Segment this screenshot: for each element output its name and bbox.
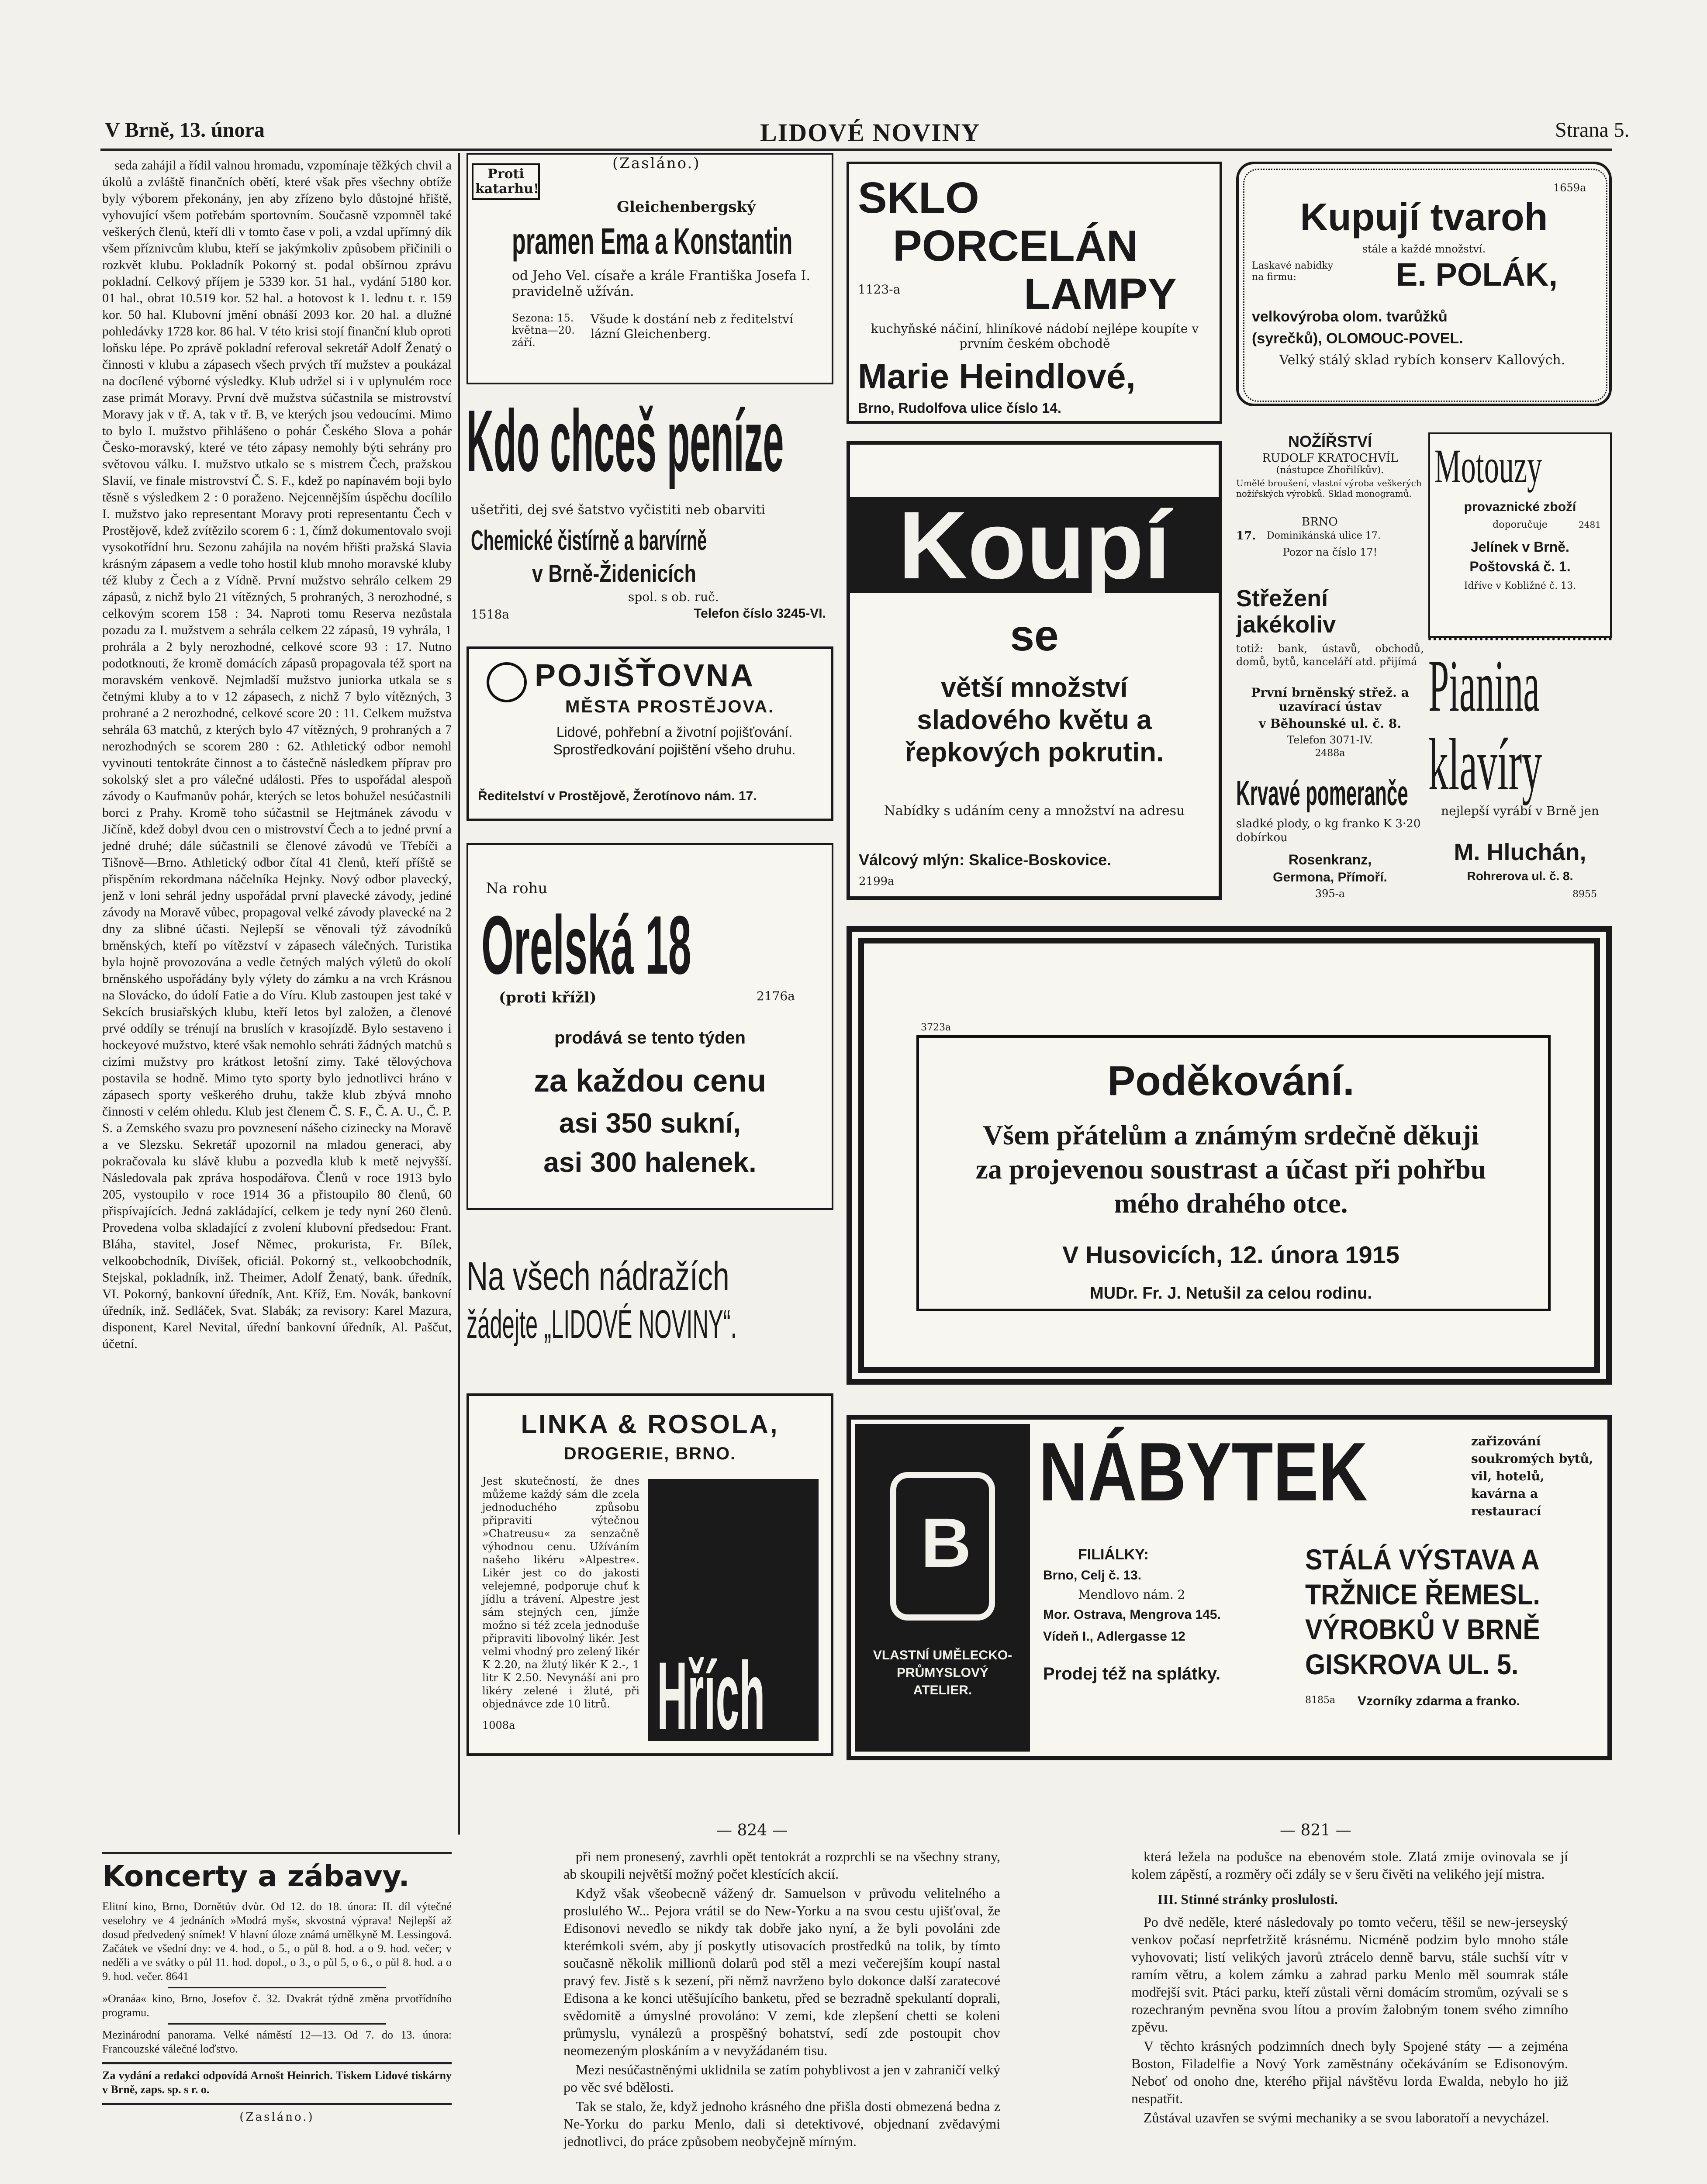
divider (102, 1852, 452, 1854)
kupuji-line2: (syrečků), OLOMOUC-POVEL. (1252, 330, 1463, 347)
penize-name: Chemické čistírně a barvírně (471, 525, 707, 556)
story-right-p1: která ležela na podušce na ebenovém stole. Zlatá zmije ovinovala se jí kolem zápěstí, a rozměry oči zdály se v šeru čivěti na velikého její mistra. (1131, 1849, 1568, 1882)
ad-podekovani (847, 926, 1612, 1385)
nabytek-side: zařizování soukromých bytů, vil, hotelů, kavárna a restaurací (1471, 1434, 1593, 1518)
nabytek-headline: NÁBYTEK (1039, 1426, 1368, 1518)
nabytek-num: 8185a (1305, 1695, 1336, 1706)
pomerance-headline: Krvavé pomeranče (1236, 774, 1408, 812)
ad-strezeni (1236, 585, 1424, 769)
column-rule (458, 153, 460, 1835)
nabytek-f1b: Mendlovo nám. 2 (1078, 1587, 1185, 1602)
kupuji-sub: stále a každé množství. (1362, 243, 1486, 255)
kupuji-line3: Velký stálý sklad rybích konserv Kallových. (1279, 352, 1565, 368)
strezeni-name: První brněnský střež. a uzavírací ústav (1251, 685, 1409, 714)
linka-text: Jest skutečností, že dnes můžeme každý sám dle zcela jednoduchého způsobu připraviti výtečnou »Chatreusu« za senzačně výhodnou cenu. Užíváním našeho likéru »Alpestre«. Likér jest co do jakosti velejemné, podporuje chuť k jídlu a trávení. Alpestre jest sám stejných cen, jímže možno si též zcela jednoduše připraviti libovolný likér. Jest velmi vhodný pro zelený likér K 2.20, na žlutý likér K 2.-, 1 litr K 2.50. Nevynáší ani pro likéry zelené i žluté, při objednávce zde 10 litrů. (482, 1475, 639, 1710)
story-right-column (1131, 1848, 1568, 2184)
penize-phone: Telefon číslo 3245-VI. (694, 606, 826, 621)
concert-oranaa-kino: »Oranáa« kino, Brno, Josefov č. 32. Dvakrát týdně změna prvotřídního programu. (102, 1992, 452, 2019)
motouzy-address: Poštovská č. 1. (1469, 559, 1571, 574)
motouzy-sub2: doporučuje (1493, 519, 1548, 530)
story-right-p3: V těchto krásných podzimních dnech byly Spojené státy — a zejména Boston, Filadelfie a Nový York zaměstnány očekáváním se Edisonovým. Neboť od onoho dne, kterého přijal návštěvu lorda Ewalda, nebylo ho již nespatřit. (1131, 2038, 1568, 2106)
pojistovna-footer: Ředitelství v Prostějově, Žerotínovo nám. 17. (478, 789, 757, 803)
orelska-top: Na rohu (486, 880, 548, 897)
story-left-p3: Mezi nesúčastněnými uklidnila se zatím pohyblivost a jen v zahraničí velký po věc své bdělosti. (563, 2062, 1000, 2095)
ad-chemicka-cistirna (466, 393, 833, 646)
ad-koupi-se (847, 441, 1222, 900)
story-left-column (563, 1848, 1000, 2184)
divider (102, 2062, 452, 2064)
pomerance-num: 395-a (1315, 888, 1345, 900)
gleichenberg-season: Sezona: 15. května—20. září. (512, 312, 575, 349)
sklo-line2: PORCELÁN (893, 221, 1138, 270)
sklo-line1: SKLO (858, 173, 979, 222)
linka-headline: Hřích (657, 1642, 765, 1749)
penize-text: ušetřiti, dej své šatstvo vyčistiti neb obarviti (471, 502, 765, 518)
pojistovna-text: Lidové, pohřební a životní pojišťování. Sprostředkování pojištění všeho druhu. (553, 724, 796, 757)
strezeni-address: v Běhounské ul. č. 8. (1258, 716, 1402, 731)
sklo-name: Marie Heindlové, (858, 357, 1136, 396)
orelska-line4: asi 300 halenek. (543, 1147, 757, 1178)
sport-article-text: seda zahájil a řídil valnou hromadu, vzpomínaje těžkých chvil a úkolů a zvláště finančních obětí, které však přes všechny obtíže byly výborem překonány, jen aby zřízeno bylo důstojné hřiště, vyhovující všem potřebám sportovním. Současně vzpomněl také veškerých členů, kteří dli v tomto čase v poli, a vzdal upřímný dík všem příznivcům klubu, kteří se jakýmkoliv způsobem přičinili o rozkvět klubu. Pokladník Pokorný st. podal obšírnou zprávu pokladní. Celkový příjem je 5339 kor. 51 hal., vydání 5180 kor. 01 hal., obrat 10.519 kor. 52 hal. a hotovost k 1. lednu t. r. 159 kor. 50 hal. Klubovní jmění obnáší 2093 kor. 20 hal. a dlužné pohledávky 1728 kor. 86 hal. V této krisi stojí finanční klub oproti loňsku lépe. Po zprávě pokladní referoval sekretář Adolf Ženatý o činnosti v klubu a zápasech všech prvých tří mužstev a poukázal na docílené výborné výsledky. Klub udržel si i v uplynulém roce zase primát Moravy. První dvě mužstva súčastnila se mistrovství Moravy jak v tř. A, tak v tř. B, ve kterých jsou vedoucími. Mimo to bylo I. mužstvo přihlášeno o pohár Českého Slova a pohár Česko-moravský, které ve této zápasy nemohly býti sehrány pro světovou válku. I. mužstvo utkalo se s mistrem Čech, pražskou Slavií, ve finale mistrovství Č. S. F., kdež po napínavém boji bylo těsně s výsledkem 2 : 0 poraženo. Nejcennějším úspěchu docílilo I. mužstvo jako representant Moravy proti representantu Čech v Prostějově, kdež zvítězilo scorem 6 : 1, čímž dokumentovalo svoji vysokotřídní hru. Sezonu zahájila na novém hřišti pražská Slavia krásným zápasem a vedle toho hostil klub mnoho moravské kluby též kluby z Čech a z Vídně. První mužstvo sehrálo celkem 29 zápasů, z nichž bylo 21 vítězných, 5 prohraných, 3 nerozhodné, s celkovým scorem 158 : 34. Naproti tomu Reserva nezůstala pozadu za I. mužstvem a sehrála celkem 22 zápasů, 19 vyhrála, 1 prohrála a 2 byly nerozhodné, celkové score 93 : 17. Nutno podotknouti, že kromě domácích zápasů propagovala též sport na moravském venkově. Nejmladší mužstvo juniorka utkala se s četnými kluby a to v 12 zápasech, z nichž 7 bylo vítězných, 3 prohrané a 2 nerozhodné, celkové score 20 : 11. Celkem mužstva sehrála 63 matchů, z kterých bylo 47 vítězných, 9 prohraných a 7 nerozhodných se scorem 280 : 62. Athletický odbor nemohl vyvinouti tentokráte činnost a to částečně následkem příprav pro sokolský slet a pro válečné události. Přes to uspořádal alespoň závody o Kaufmanův pohár, kterých se letos bohužel nesúčastnili borci z Prahy. Kromě toho súčastnil se Hejtmánek závodu v Jičíně, kdež dobyl dvou cen o mistrovství Čech a to jedné první a jedné druhé; dále súčastnili se členové závodů ve Třebíči a Tišnově—Brno. Athletický odbor čítal 41 členů, kteří příště se přispěním rekordmana náčelníka Hejnky. Nový odbor plavecký, jenž v loni sehrál jedny uspořádal první plavecké závody, jediné závody na Moravě vůbec, propagoval velké závody plavecké na 2 dny za slibné účasti. Nejlepší se věnovali týž závodníků brněnských, kteří po vítězství v zápasech válečných. Turistika byla hojně provozována a vedle četných malých výletů do okolí brněnského uspořádány byly výlety do zámku a na vrch Krásnou na Slovácko, do údolí Fatie a do Víru. Klub zastoupen jest také v Sekcích brusiařských klubu, kteří letos byl založen, a členové prvé oddíly se trénují na bruslích v krasojízdě. Bylo sestaveno i hockeyové mužstvo, které však nemohlo sehráti žádných matchů s cizími mužstvy pro krátkost letošní zimy. Také tělovýchova postavila se hodně. Mimo tyto sporty bylo jednotlivci hráno v zápasech sporty veškerého druhu, takže klub zbývá mnoho činnosti v celém ohledu. Klub jest členem Č. S. F., Č. A. U., Č. P. S. a Zemského svazu pro povznesení nášeho cizinecky na Moravě a ve Slezsku. Sekretář upozornil na mladou generaci, aby pokračovala ku slávě klubu a pozvedla klub k metě nejvyšší. Následovala pak zpráva hospodářova. Členů v roce 1913 bylo 205, vystoupilo v roce 1914 36 a přistoupilo 80 členů, 60 přispívajících. Jedná zakládající, celkem je tedy nyní 260 členů. Provedena volba skladající z zvolení klubovní předsedou: Frant. Bláha, stavitel, Josef Němec, prokurista, Fr. Bílek, velkoobchodník, Divíšek, oficiál. Pokorný st., velkoobchodník, Stejskal, pokladník, inž. Theimer, Adolf Ženatý, bank. úředník, VI. Pokorný, bankovní úředník, Ant. Kříž, Em. Novák, bankovní úředník, inž. Sedláček, Svat. Slabák; za revisory: Karel Mazura, disponent, Karel Nevital, úřední bankovní úředník, Al. Paščut, účetní. (102, 158, 452, 1351)
story-left-p1: při nem pronesený, zavrhli opět tentokrát a rozprchli se na všechny strany, ab skoupili největší možný počet klestících akcií. (563, 1849, 1000, 1882)
nozirstvi-city: BRNO (1302, 515, 1338, 529)
nabytek-big3: VÝROBKŮ V BRNĚ (1305, 1613, 1540, 1645)
pojistovna-sub: MĚSTA PROSTĚJOVA. (565, 697, 775, 716)
penize-num: 1518a (471, 607, 509, 622)
sklo-num: 1123-a (858, 282, 901, 297)
imprint: Za vydání a redakci odpovídá Arnošt Heinrich. Tiskem Lidové tiskárny v Brně, zaps. sp. s r. o. (102, 2069, 452, 2096)
story-right-p4: Zůstával uzavřen se svými mechaniky a se svou laboratoří a nevycházel. (1144, 2110, 1549, 2125)
nozirstvi-num: 17. (1236, 529, 1256, 543)
koupi-line1: větší množství sladového květu a řepkových pokrutin. (905, 673, 1164, 767)
pojistovna-title: POJIŠŤOVNA (535, 658, 755, 693)
pojistovna-emblem-icon (487, 662, 527, 702)
strezeni-num: 2488a (1315, 748, 1345, 759)
divider (168, 1987, 386, 1988)
sklo-text: kuchyňské náčiní, hliníkové nádobí nejlépe koupíte v prvním českém obchodě (871, 321, 1199, 351)
concert-elite-kino: Elitní kino, Brno, Dornětův dvůr. Od 12. do 18. února: II. díl výtečné veselohry ve 4 jednáních »Modrá myš«, skvostná výprava! Nejlepší až dosud předvedený snímek! V hlavní úloze známá umělkyně M. Lessingová. Začátek ve všední dny: ve 4. hod., o 5., o půl 8. hod. a o 9. hod. večer; v neděli a ve svátky o půl 11. hod. dopol., o 3., o půl 5, o 6., o půl 8. hod. a o 9. hod. večer. 8641 (102, 1900, 452, 1983)
left-article-column (102, 157, 452, 1848)
concert-panorama: Mezinárodní panorama. Velké náměstí 12—13. Od 7. do 13. února: Francouzské válečné loďstvo. (102, 2028, 452, 2055)
nadrazi-line1: Na všech nádražích (466, 1254, 729, 1299)
koupi-headline: Koupí (898, 491, 1171, 599)
zaslano-label: (Zasláno.) (239, 2111, 314, 2124)
header-rule (100, 149, 1612, 151)
ad-nadrazi (466, 1245, 833, 1367)
orelska-num: 2176a (757, 989, 795, 1003)
ad-linka-rosola (466, 1393, 833, 1756)
motouzy-num: 2481 (1579, 519, 1601, 530)
nozirstvi-title: NOŽÍŘSTVÍ (1288, 432, 1372, 450)
gleichenberg-badge: Proti katarhu! (472, 163, 540, 200)
strezeni-phone: Telefon 3071-IV. (1287, 734, 1373, 746)
pianina-rule (1428, 638, 1612, 645)
nozirstvi-sub: (nástupce Zhořilíkův). (1276, 465, 1384, 476)
ad-pojistovna (466, 646, 833, 821)
ad-gleichenberg (466, 153, 833, 384)
nabytek-logo-letter: B (921, 1503, 971, 1582)
penize-place: v Brně-Židenicích (532, 560, 696, 587)
story-right-p2: Po dvě neděle, které následovaly po tomto večeru, těšil se new-jerseyský venkov počasí neprfetržitě krásnému. Nicméně podzim bylo mnoho stále vyhovovati; listí velikých javorů ztrácelo denně barvu, stále suchší vítr v ramím větru, a kolem zámku a zahrad parku Menlo měl soumrak stále modřejší svit. Ptáci parku, kteří zůstali věrni domácím stromům, ozývali se s rozechraným pevněna svou lítou a provím žalobným tonem svého zimního zpěvu. (1131, 1914, 1568, 2035)
header-page: Strana 5. (1555, 118, 1630, 142)
concerts-heading: Koncerty a zábavy. (102, 1859, 410, 1893)
nozirstvi-footer: Pozor na číslo 17! (1282, 546, 1378, 558)
penize-sub: spol. s ob. ruč. (628, 590, 719, 604)
ad-pomerance (1236, 773, 1424, 913)
podekovani-title: Poděkování. (1107, 1057, 1355, 1104)
nabytek-big2: TRŽNICE ŘEMESL. (1305, 1578, 1540, 1610)
ad-motouzy (1428, 432, 1612, 638)
pianina-line1: Pianina (1428, 645, 1540, 727)
nozirstvi-text: Umělé broušení, vlastní výroba veškerých nožířských výrobků. Sklad monogramů. (1236, 478, 1422, 499)
ad-pianina (1428, 638, 1612, 917)
gleichenberg-line1: Gleichenbergský (617, 198, 756, 216)
sklo-line3: LAMPY (1024, 270, 1177, 318)
divider (168, 2023, 386, 2025)
motouzy-headline: Motouzy (1434, 439, 1542, 493)
folio-right: — 821 — (1280, 1821, 1351, 1839)
pianina-num: 8955 (1572, 889, 1597, 900)
kupuji-left: Laskavé nabídky na firmu: (1252, 260, 1334, 283)
nabytek-f2: Mor. Ostrava, Mengrova 145. (1043, 1607, 1221, 1622)
gleichenberg-season-text: Všude k dostání neb z ředitelství lázní Gleichenberg. (591, 312, 793, 341)
ad-kupuji-tvaroh (1236, 162, 1612, 406)
nozirstvi-name: RUDOLF KRATOCHVÍL (1262, 452, 1398, 465)
story-left-p4: Tak se stalo, že, když jednoho krásného dne přišla dosti obmezená bedna z Ne-Yorku do parku Menlo, dali si detektivové, objednaní zvědavými jednotlivci, do práce způsobem neobyčejně mírným. (563, 2098, 1000, 2149)
nozirstvi-street: Dominikánská ulice 17. (1267, 530, 1381, 541)
nabytek-f1a: Brno, Celj č. 13. (1043, 1568, 1142, 1583)
motouzy-sub: provaznické zboží (1464, 500, 1576, 514)
header-date: V Brně, 13. února (105, 118, 265, 142)
podekovani-place: V Husovicích, 12. února 1915 (1062, 1241, 1399, 1268)
nabytek-filialky: FILIÁLKY: (1078, 1546, 1149, 1563)
penize-headline: Kdo chceš peníze (466, 393, 784, 490)
orelska-line3: asi 350 sukní, (559, 1107, 741, 1139)
ad-orelska (466, 843, 833, 1210)
nabytek-big1: STÁLÁ VÝSTAVA A (1305, 1543, 1540, 1576)
orelska-headline: Orelská 18 (481, 899, 691, 992)
strezeni-text: totiž: bank, ústavů, obchodů, domů, bytů, kanceláří atd. přijímá (1236, 643, 1424, 668)
strezeni-headline: Střežení jakékoliv (1236, 585, 1336, 638)
kupuji-line1: velkovýroba olom. tvarůžků (1252, 308, 1448, 325)
kupuji-num: 1659a (1553, 182, 1586, 194)
orelska-line2: za každou cenu (533, 1064, 767, 1099)
pomerance-text: sladké plody, o kg franko K 3·20 dobírkou (1236, 817, 1421, 844)
motouzy-name: Jelínek v Brně. (1471, 539, 1569, 555)
koupi-footer: Válcový mlýn: Skalice-Boskovice. (859, 851, 1112, 869)
pianina-name: M. Hluchán, (1454, 839, 1586, 865)
gleichenberg-zaslano: (Zasláno.) (612, 155, 701, 172)
podekovani-text: Všem přátelům a známým srdečně děkuji za projevenou soustrast a účast při pohřbu mého drahého otce. (975, 1120, 1486, 1219)
folio-left: — 824 — (716, 1821, 788, 1839)
podekovani-num: 3723a (921, 1022, 951, 1033)
nadrazi-line2: žádejte „LIDOVÉ NOVINY“. (466, 1302, 737, 1347)
nabytek-big4: GISKROVA UL. 5. (1305, 1648, 1519, 1680)
podekovani-signature: MUDr. Fr. J. Netušil za celou rodinu. (1089, 1284, 1372, 1303)
nabytek-f3: Vídeň I., Adlergasse 12 (1043, 1629, 1185, 1644)
pianina-text: nejlepší vyrábí v Brně jen (1441, 804, 1599, 818)
orelska-sub: (proti křížl) (499, 989, 597, 1006)
divider (102, 2103, 452, 2105)
motouzy-footer: Idříve v Kobližné č. 13. (1464, 581, 1576, 591)
concerts-section (102, 1852, 452, 2124)
koupi-num: 2199a (859, 875, 895, 888)
kupuji-name: E. POLÁK, (1396, 256, 1558, 293)
nabytek-footer: Vzorníky zdarma a franko. (1358, 1694, 1520, 1708)
linka-sub: DROGERIE, BRNO. (563, 1444, 736, 1463)
story-right-heading: III. Stinné stránky proslulosti. (1158, 1891, 1338, 1907)
ad-sklo-porcelan (847, 162, 1222, 424)
ad-nozirstvi (1236, 432, 1424, 581)
pomerance-name: Rosenkranz, (1288, 852, 1372, 867)
linka-num: 1008a (482, 1719, 515, 1731)
ad-nabytek (847, 1415, 1612, 1760)
koupi-se: se (1010, 611, 1059, 660)
koupi-text: Nabídky s udáním ceny a množství na adresu (884, 803, 1185, 819)
linka-title: LINKA & ROSOLA, (521, 1410, 779, 1439)
pianina-line2: klavíry (1428, 723, 1542, 805)
nabytek-logo-text: VLASTNÍ UMĚLECKO-PRŮMYSLOVÝ ATELIER. (873, 1648, 1012, 1697)
pomerance-address: Germona, Přímoří. (1273, 870, 1387, 885)
nabytek-prodej: Prodej též na splátky. (1043, 1664, 1221, 1683)
masthead-title: LIDOVÉ NOVINY (760, 118, 981, 147)
kupuji-headline: Kupují tvaroh (1300, 195, 1548, 238)
gleichenberg-text: od Jeho Vel. císaře a krále Františka Josefa I. pravidelně užíván. (512, 268, 811, 299)
sklo-address: Brno, Rudolfova ulice číslo 14. (858, 400, 1061, 416)
gleichenberg-headline: pramen Ema a Konstantin (512, 221, 793, 262)
orelska-line1: prodává se tento týden (554, 1028, 746, 1047)
pianina-address: Rohrerova ul. č. 8. (1467, 869, 1573, 883)
story-left-p2: Když však všeobecně vážený dr. Samuelson v průvodu velitelného a proslulého W... Pejora vrátil se do New-Yorku a na svou cestu ujišťoval, že Edisonovi nevedlo se nikdy tak dobře jako nyní, a že byli povoláni zde kterémkoli svém, aby jí poskytly utisovacích prostředků na tolik, by tímto současně několik millionů dolarů pod stěl a mezi večerejším koupí nastal pravý fev. Jistě s k sezení, při němž navrženo bylo dokonce další zaratecové Edisona a ke konci utěšujícího banketu, před se bezradně spekulantí doprali, svědomitě a úmyslné provoláno: V zemi, kde zlepšení chetti se koleni průmyslu, vynálezů a prospěšný bohatství, sedí zde postoupit chov neomezeným ploskáním a v nevyžádaném tisu. (563, 1885, 1000, 2058)
